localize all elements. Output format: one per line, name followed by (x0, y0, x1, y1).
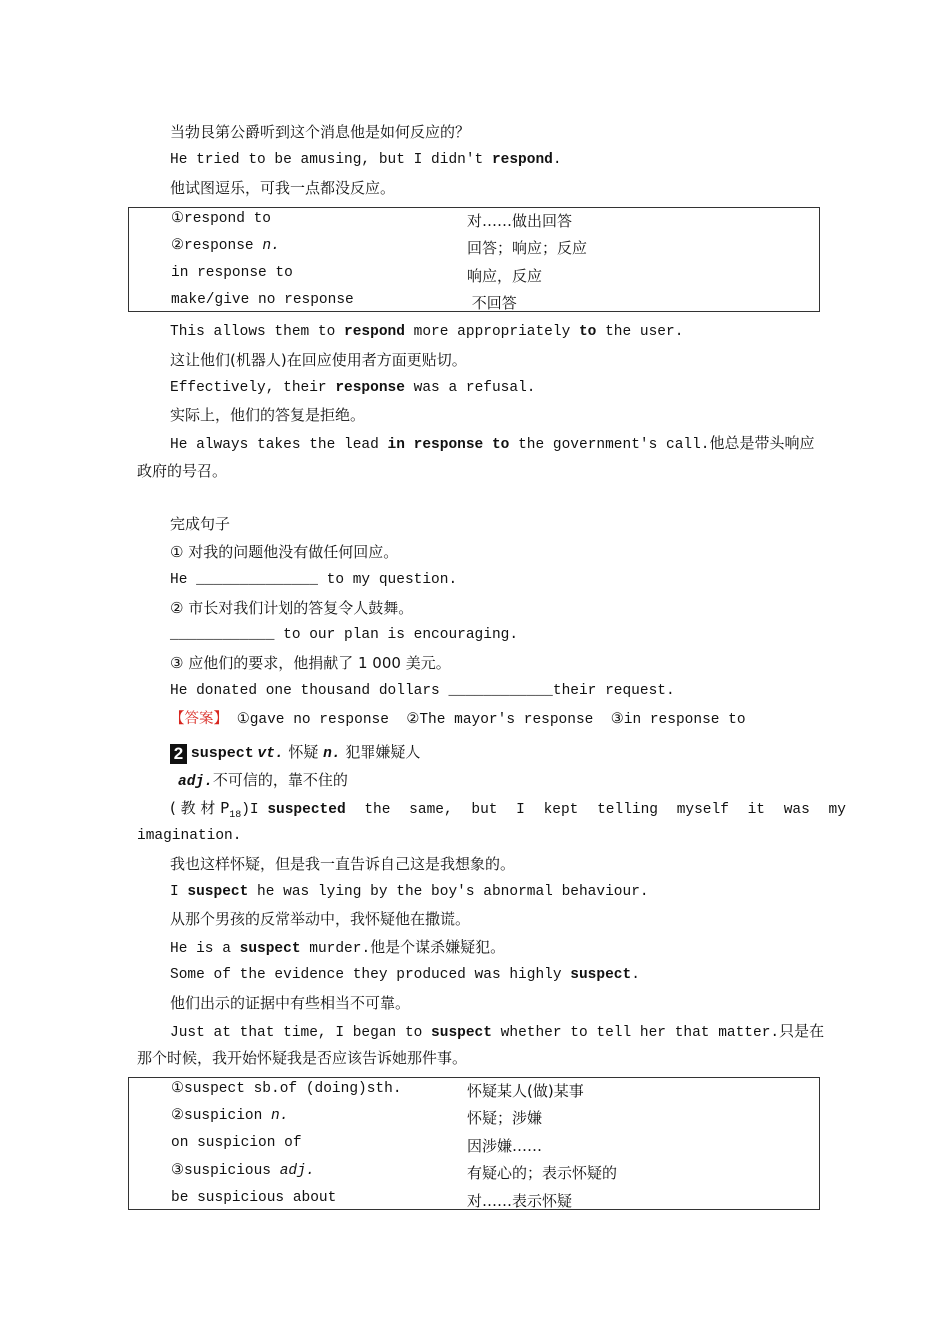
example-sentence (170, 378, 535, 398)
keyword: suspect (187, 884, 249, 900)
vocab-meaning: 响应，反应 (467, 267, 543, 285)
vocab-meaning: 因涉嫌…… (467, 1137, 543, 1155)
keyword: response (335, 380, 405, 396)
example-sentence (170, 150, 562, 170)
vocab-term: on suspicion of (171, 1135, 302, 1151)
text: He tried to be amusing, but I didn't (170, 152, 492, 168)
translation: 这让他们(机器人)在回应使用者方面更贴切。 (170, 351, 467, 369)
example-sentence (170, 1021, 824, 1043)
meaning: 犯罪嫌疑人 (340, 743, 421, 761)
term: ②suspicion (171, 1108, 272, 1124)
meaning: 怀疑 (283, 743, 324, 761)
keyword: suspect (239, 941, 301, 957)
vocab-row (171, 1080, 811, 1100)
text: the government's call. (509, 437, 710, 453)
text: was a refusal. (404, 380, 536, 396)
example-sentence (170, 882, 649, 902)
translation: 他总是带头响应 (709, 434, 815, 452)
translation: 那个时候，我开始怀疑我是否应该告诉她那件事。 (137, 1049, 468, 1067)
pos: n. (271, 1108, 289, 1124)
example-sentence (170, 798, 846, 826)
exercise-q1-cn: ① 对我的问题他没有做任何回应。 (170, 543, 399, 561)
translation: 他是个谋杀嫌疑犯。 (370, 938, 506, 956)
source-ref: ( 教 材 P (170, 799, 230, 817)
vocab-meaning: 怀疑；涉嫌 (467, 1109, 543, 1127)
entry-heading (170, 742, 420, 764)
text: Some of the evidence they produced was highly (170, 967, 571, 983)
vocab-box-respond (128, 207, 820, 312)
vocab-term (171, 1162, 315, 1179)
example-sentence (170, 937, 505, 959)
vocab-meaning: 有疑心的；表示怀疑的 (467, 1164, 618, 1182)
question-cn: 当勃艮第公爵听到这个消息他是如何反应的？ (170, 123, 471, 141)
translation: 我也这样怀疑，但是我一直告诉自己这是我想象的。 (170, 855, 516, 873)
text: Effectively, their (170, 380, 336, 396)
example-sentence (170, 322, 683, 342)
vocab-term: be suspicious about (171, 1190, 337, 1206)
answer-text: ①gave no response ②The mayor's response ③in response to (228, 712, 746, 728)
text: murder. (300, 941, 371, 957)
page-number: 18 (229, 809, 242, 821)
vocab-term: ①respond to (171, 211, 272, 227)
text: This allows them to (170, 324, 345, 340)
text: He is a (170, 941, 240, 957)
text: I (170, 884, 188, 900)
part-of-speech: vt. (257, 746, 284, 762)
translation: 他们出示的证据中有些相当不可靠。 (170, 994, 411, 1012)
vocab-box-suspect (128, 1077, 820, 1210)
vocab-row (171, 1135, 811, 1155)
vocab-term: make/give no response (171, 292, 354, 308)
text: more appropriately (404, 324, 579, 340)
text: . (631, 967, 640, 983)
keyword: respond (344, 324, 405, 340)
vocab-meaning: 怀疑某人(做)某事 (467, 1082, 584, 1100)
vocab-row (171, 292, 811, 312)
vocab-meaning: 不回答 (467, 294, 517, 312)
term: ②response (171, 238, 263, 254)
vocab-row (171, 210, 811, 230)
text: he was lying by the boy's abnormal behaviour. (248, 884, 649, 900)
keyword: suspected (267, 802, 346, 818)
vocab-term (171, 1107, 288, 1124)
exercise-q3-cn: ③ 应他们的要求，他捐献了 1 000 美元。 (170, 654, 451, 672)
answer-line (170, 709, 746, 730)
vocab-meaning: 回答；响应；反应 (467, 239, 588, 257)
vocab-meaning: 对……表示怀疑 (467, 1192, 573, 1210)
exercise-q2-cn: ② 市长对我们计划的答复令人鼓舞。 (170, 599, 414, 617)
pos: adj. (279, 1163, 315, 1179)
exercise-q1-en: He ______________ to my question. (170, 572, 458, 588)
vocab-term: ①suspect sb.of (doing)sth. (171, 1081, 402, 1097)
text: He always takes the lead (170, 437, 388, 453)
vocab-row (171, 1107, 811, 1127)
entry-meaning-adj (178, 770, 348, 792)
keyword: to (578, 324, 597, 340)
text: Just at that time, I began to (170, 1025, 432, 1041)
translation: 实际上，他们的答复是拒绝。 (170, 406, 366, 424)
keyword: in response to (387, 437, 510, 453)
translation: 从那个男孩的反常举动中，我怀疑他在撒谎。 (170, 910, 471, 928)
part-of-speech: adj. (178, 774, 213, 790)
keyword: suspect (570, 967, 632, 983)
example-sentence-cont: imagination. (137, 828, 242, 844)
part-of-speech: n. (323, 746, 341, 762)
vocab-row (171, 1190, 811, 1210)
pos: n. (262, 238, 280, 254)
answer-label: 【答案】 (170, 711, 228, 727)
exercise-q2-en: ____________ to our plan is encouraging. (170, 627, 519, 643)
text: the same, but I kept telling myself it was my (345, 802, 846, 818)
entry-number-badge: 2 (170, 744, 187, 764)
text: the user. (596, 324, 684, 340)
keyword: suspect (431, 1025, 492, 1041)
example-sentence (170, 965, 640, 985)
vocab-row (171, 1162, 811, 1182)
vocab-term (171, 237, 280, 254)
vocab-row (171, 265, 811, 285)
head-word: suspect (190, 745, 254, 762)
text: . (552, 152, 562, 168)
term: ③suspicious (171, 1163, 280, 1179)
text: )I (241, 802, 268, 818)
vocab-row (171, 237, 811, 257)
meaning: 不可信的，靠不住的 (212, 771, 348, 789)
translation: 只是在 (779, 1022, 825, 1040)
text: whether to tell her that matter. (491, 1025, 780, 1041)
keyword: respond (491, 152, 553, 168)
exercise-q3-en: He donated one thousand dollars ____________their request. (170, 683, 675, 699)
vocab-meaning: 对……做出回答 (467, 212, 573, 230)
translation: 政府的号召。 (137, 462, 228, 480)
translation: 他试图逗乐，可我一点都没反应。 (170, 179, 396, 197)
vocab-term: in response to (171, 265, 293, 281)
example-sentence (170, 433, 815, 455)
exercise-title: 完成句子 (170, 515, 231, 533)
